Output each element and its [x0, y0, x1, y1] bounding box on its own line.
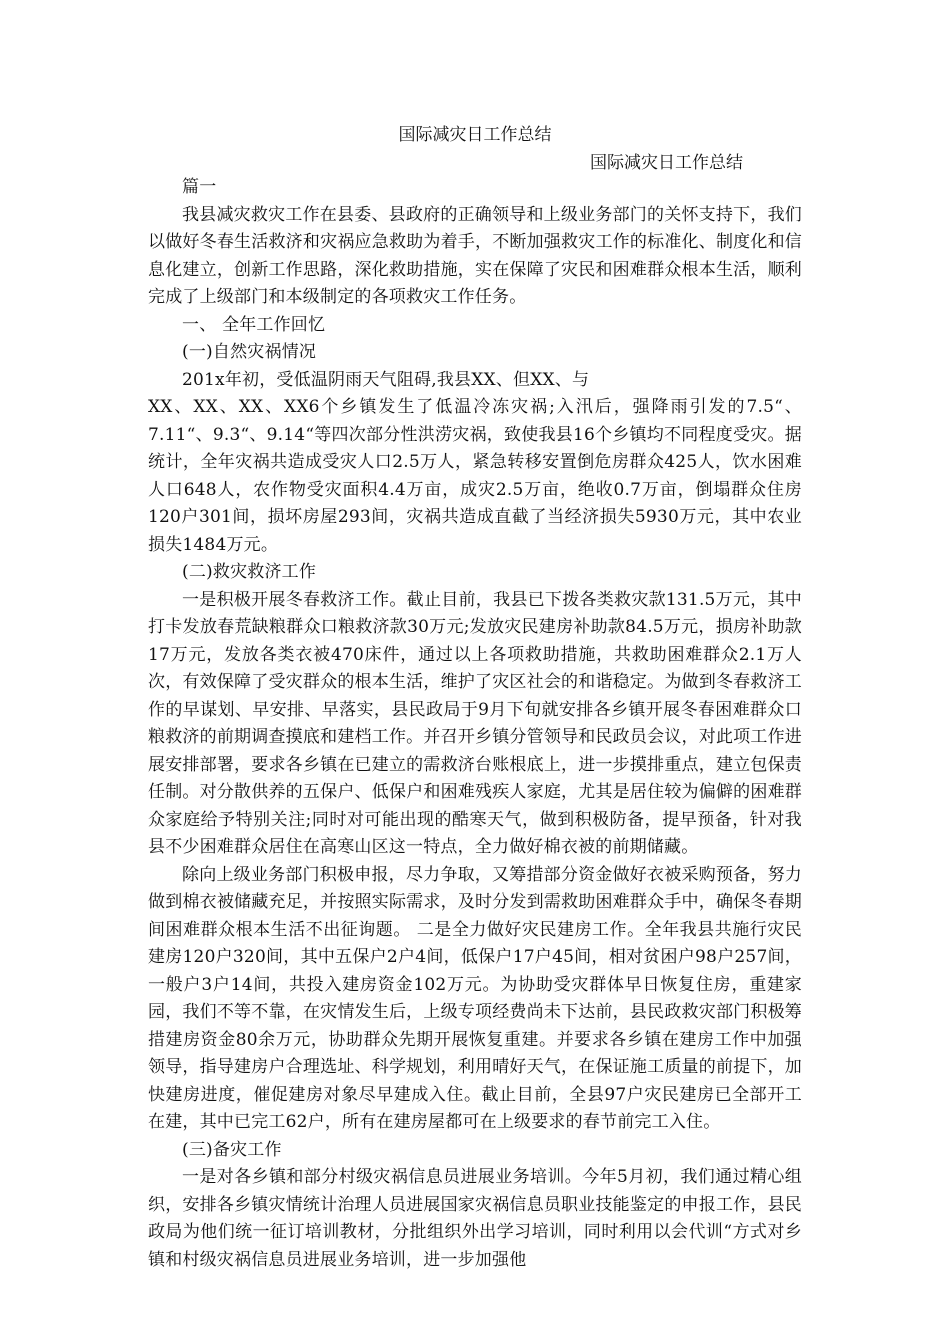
body-paragraph: XX、XX、XX、XX6个乡镇发生了低温冷冻灾祸;入汛后，强降雨引发的7.5“、7.11“、9.3“、9.14“等四次部分性洪涝灾祸，致使我县16个乡镇均不同程度受灾。据统计，全年灾祸共造成受灾人口2.5万人，紧急转移安置倒危房群众425人，饮水困难人口648人，农作物受灾面积4.4万亩，成灾2.5万亩，绝收0.7万亩，倒塌群众住房120户301间，损坏房屋293间，灾祸共造成直截了当经济损失5930万元，其中农业损失1484万元。 — [148, 397, 802, 555]
subsection-heading: (二)救灾救济工作 — [182, 562, 317, 582]
body-paragraph: 201x年初，受低温阴雨天气阻碍,我县XX、但XX、与 — [182, 369, 590, 390]
section-heading: 一、 全年工作回忆 — [182, 314, 326, 335]
body-paragraph: 一是积极开展冬春救济工作。截止目前，我县已下拨各类救灾款131.5万元，其中打卡发放春荒缺粮群众口粮救济款30万元;发放灾民建房补助款84.5万元，损房补助款17万元，发放各类衣被470床件，通过以上各项救助措施，共救助困难群众2.1万人次，有效保障了受灾群众的根本生活，维护了灾区社会的和谐稳定。为做到冬春救济工作的早谋划、早安排、早落实，县民政局于9月下旬就安排各乡镇开展冬春困难群众口粮救济的前期调查摸底和建档工作。并召开乡镇分管领导和民政员会议，对此项工作进展安排部署，要求各乡镇在已建立的需救济台账根底上，进一步摸排重点，建立包保责任制。对分散供养的五保户、低保户和困难残疾人家庭，尤其是居住较为偏僻的困难群众家庭给予特别关注;同时对可能出现的酷寒天气，做到积极防备，提早预备，针对我县不少困难群众居住在高寒山区这一特点，全力做好棉衣被的前期储藏。 — [148, 589, 802, 857]
body-paragraph: 我县减灾救灾工作在县委、县政府的正确领导和上级业务部门的关怀支持下，我们以做好冬春生活救济和灾祸应急救助为着手，不断加强救灾工作的标准化、制度化和信息化建立，创新工作思路，深化救助措施，实在保障了灾民和困难群众根本生活，顺利完成了上级部门和本级制定的各项救灾工作任务。 — [148, 204, 802, 307]
body-paragraph: 除向上级业务部门积极申报，尽力争取，又筹措部分资金做好衣被采购预备，努力做到棉衣被储藏充足，并按照实际需求，及时分发到需救助困难群众手中，确保冬春期间困难群众根本生活不出征询题。 二是全力做好灾民建房工作。全年我县共施行灾民建房120户320间，其中五保户2户4间，低保户17户45间，相对贫困户98户257间，一般户3户14间，共投入建房资金102万元。为协助受灾群体早日恢复住房，重建家园，我们不等不靠，在灾情发生后，上级专项经费尚未下达前，县民政救灾部门积极筹措建房资金80余万元，协助群众先期开展恢复重建。并要求各乡镇在建房工作中加强领导，指导建房户合理选址、科学规划，利用晴好天气，在保证施工质量的前提下，加快建房进度，催促建房对象尽早建成入住。截止目前，全县97户灾民建房已全部开工在建，其中已完工62户，所有在建房屋都可在上级要求的春节前完工入住。 — [148, 864, 802, 1132]
subsection-heading: (一)自然灾祸情况 — [182, 342, 317, 362]
document-title: 国际减灾日工作总结 — [398, 125, 552, 145]
subsection-heading: (三)备灾工作 — [182, 1139, 282, 1160]
section-label: 篇一 — [182, 177, 217, 197]
document-subtitle: 国际减灾日工作总结 — [590, 153, 743, 173]
body-paragraph: 一是对各乡镇和部分村级灾祸信息员进展业务培训。今年5月初，我们通过精心组织，安排各乡镇灾情统计治理人员进展国家灾祸信息员职业技能鉴定的申报工作，县民政局为他们统一征订培训教材，分批组织外出学习培训，同时利用以会代训“方式对乡镇和村级灾祸信息员进展业务培训，进一步加强他 — [148, 1167, 802, 1270]
document-body — [148, 174, 802, 1274]
